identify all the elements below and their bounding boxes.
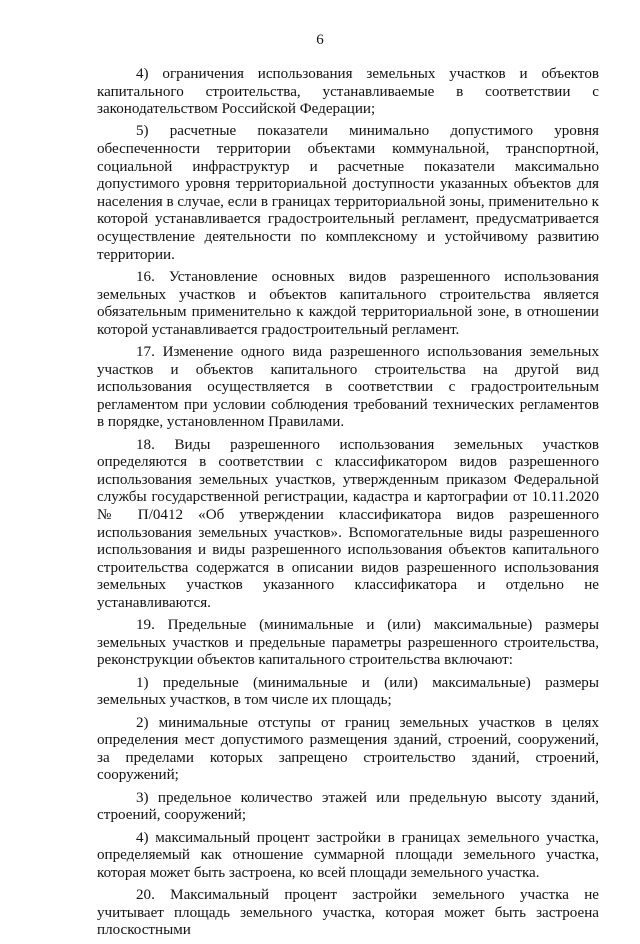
paragraph-5-calculated-indicators: 5) расчетные показатели минимально допустимого уровня обеспеченности территории объектами коммунальной, транспортной, социальной инфраструктур и расчетные показатели максимально допустимого уровня территориальной доступности указанных объектов для населения в случае, если в границах территориальной зоны, применительно к которой устанавливается градостроительный регламент, предусматривается осуществление деятельности по комплексному и устойчивому развитию территории. [97,123,599,263]
paragraph-19-item-4: 4) максимальный процент застройки в границах земельного участка, определяемый как отношение суммарной площади земельного участка, которая может быть застроена, ко всей площади земельного участка. [97,829,599,881]
paragraph-19-item-1: 1) предельные (минимальные и (или) максимальные) размеры земельных участков, в том числе их площадь; [97,674,599,709]
paragraph-19-item-3: 3) предельное количество этажей или предельную высоту зданий, строений, сооружений; [97,789,599,824]
paragraph-4-restrictions: 4) ограничения использования земельных участков и объектов капитального строительства, устанавливаемые в соответствии с законодательством Российской Федерации; [97,66,599,118]
paragraph-19-item-2: 2) минимальные отступы от границ земельных участков в целях определения мест допустимого размещения зданий, строений, сооружений, за пределами которых запрещено строительство зданий, строений, сооружений; [97,714,599,784]
page-number: 6 [316,32,324,48]
paragraph-19: 19. Предельные (минимальные и (или) максимальные) размеры земельных участков и предельные параметры разрешенного строительства, реконструкции объектов капитального строительства включают: [97,617,599,669]
paragraph-18: 18. Виды разрешенного использования земельных участков определяются в соответствии с классификатором видов разрешенного использования земельных участков, утвержденным приказом Федеральной службы государственной регистрации, кадастра и картографии от 10.11.2020 № П/0412 «Об утверждении классификатора видов разрешенного использования земельных участков». Вспомогательные виды разрешенного использования и виды разрешенного использования объектов капитального строительства содержатся в описании видов разрешенного использования земельных участков указанного классификатора и отдельно не устанавливаются. [97,436,599,611]
paragraph-20: 20. Максимальный процент застройки земельного участка не учитывает площадь земельного участка, которая может быть застроена плоскостными [97,887,599,939]
paragraph-16: 16. Установление основных видов разрешенного использования земельных участков и объектов капитального строительства является обязательным применительно к каждой территориальной зоне, в отношении которой устанавливается градостроительный регламент. [97,268,599,338]
paragraph-17: 17. Изменение одного вида разрешенного использования земельных участков и объектов капитального строительства на другой вид использования осуществляется в соответствии с градостроительным регламентом при условии соблюдения требований технических регламентов в порядке, установленном Правилами. [97,343,599,431]
document-body [97,66,599,944]
